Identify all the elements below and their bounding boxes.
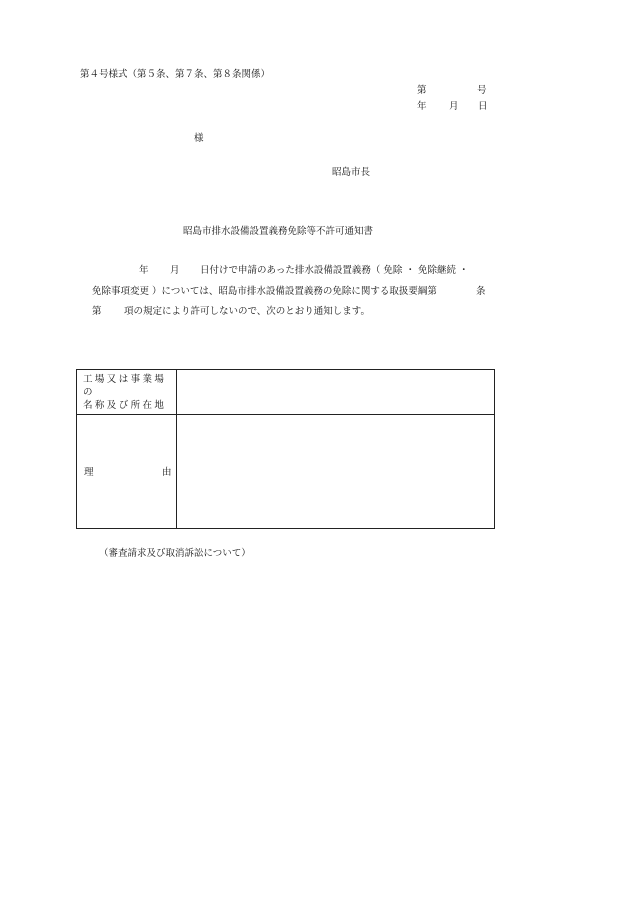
facility-label-line-1: 工場又は事業場の bbox=[83, 373, 167, 398]
reason-label-left: 理 bbox=[84, 467, 94, 478]
footer-note: （審査請求及び取消訴訟について） bbox=[99, 548, 251, 559]
body-line-2: 免除事項変更 ）については、昭島市排水設備設置義務の免除に関する取扱要綱第 bbox=[92, 286, 437, 297]
table-row-reason bbox=[77, 415, 495, 529]
reason-value-cell[interactable] bbox=[177, 415, 495, 529]
body-line-3: 項の規定により許可しないので、次のとおり通知します。 bbox=[124, 306, 371, 317]
body-article-label: 条 bbox=[476, 286, 486, 297]
recipient-honorific: 様 bbox=[194, 133, 204, 144]
notice-table bbox=[76, 369, 495, 529]
body-month-label: 月 bbox=[170, 265, 180, 276]
facility-label-cell bbox=[77, 370, 177, 415]
document-number-suffix: 号 bbox=[477, 85, 487, 96]
date-year-label: 年 bbox=[417, 101, 427, 112]
date-day-label: 日 bbox=[478, 101, 488, 112]
document-number-prefix: 第 bbox=[417, 85, 427, 96]
form-style-number: 第４号様式（第５条、第７条、第８条関係） bbox=[80, 69, 271, 80]
body-paragraph-prefix: 第 bbox=[92, 306, 102, 317]
issuer-name: 昭島市長 bbox=[332, 167, 371, 178]
reason-label-right: 由 bbox=[162, 467, 172, 478]
facility-value-cell[interactable] bbox=[177, 370, 495, 415]
body-line-1: 日付けで申請のあった排水設備設置義務（ 免除 ・ 免除継続 ・ bbox=[200, 265, 469, 276]
facility-label-line-2: 名称及び所在地 bbox=[83, 399, 167, 411]
date-month-label: 月 bbox=[449, 101, 459, 112]
table-row-facility bbox=[77, 370, 495, 415]
reason-label-cell bbox=[77, 415, 177, 529]
document-title: 昭島市排水設備設置義務免除等不許可通知書 bbox=[183, 226, 374, 237]
body-year-label: 年 bbox=[139, 265, 149, 276]
